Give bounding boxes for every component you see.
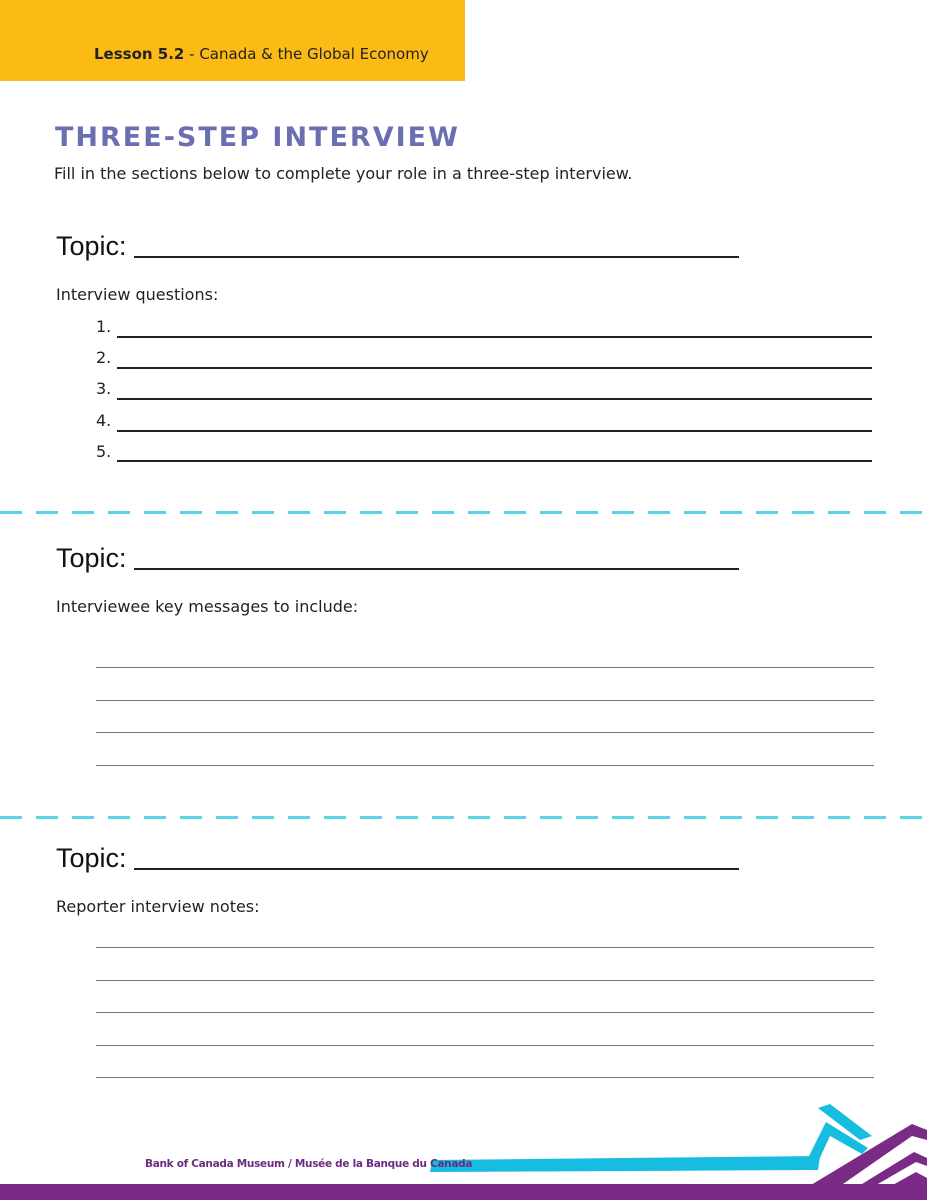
section-label: Reporter interview notes: <box>56 897 260 916</box>
writing-line[interactable] <box>96 667 874 668</box>
section-label: Interviewee key messages to include: <box>56 597 359 616</box>
page-title: THREE-STEP INTERVIEW <box>55 122 460 153</box>
topic-line[interactable] <box>134 568 739 570</box>
question-number: 1. <box>96 317 112 336</box>
topic-line[interactable] <box>134 868 739 870</box>
topic-label: Topic: <box>56 543 127 573</box>
topic-label: Topic: <box>56 843 127 873</box>
writing-line[interactable] <box>96 947 874 948</box>
section-divider <box>0 816 927 819</box>
writing-line[interactable] <box>96 732 874 733</box>
topic-label: Topic: <box>56 231 127 261</box>
question-line[interactable] <box>117 460 872 462</box>
writing-line[interactable] <box>96 1045 874 1046</box>
writing-line[interactable] <box>96 1012 874 1013</box>
footer-graphic <box>0 1100 927 1200</box>
question-number: 2. <box>96 348 112 367</box>
section-label: Interview questions: <box>56 285 219 304</box>
topic-line[interactable] <box>134 256 739 258</box>
question-number: 5. <box>96 442 112 461</box>
question-line[interactable] <box>117 367 872 369</box>
writing-line[interactable] <box>96 980 874 981</box>
footer-museum-name: Bank of Canada Museum / Musée de la Banque du Canada <box>145 1158 473 1170</box>
lesson-number: Lesson 5.2 <box>94 45 185 63</box>
question-line[interactable] <box>117 398 872 400</box>
header-band <box>0 0 465 81</box>
lesson-header <box>94 45 429 63</box>
question-number: 4. <box>96 411 112 430</box>
question-number: 3. <box>96 379 112 398</box>
writing-line[interactable] <box>96 1077 874 1078</box>
lesson-course: Canada & the Global Economy <box>199 45 429 63</box>
writing-line[interactable] <box>96 765 874 766</box>
page-subtitle: Fill in the sections below to complete your role in a three-step interview. <box>54 164 633 183</box>
question-line[interactable] <box>117 430 872 432</box>
question-line[interactable] <box>117 336 872 338</box>
section-divider <box>0 511 927 514</box>
header-separator: - <box>184 45 200 63</box>
writing-line[interactable] <box>96 700 874 701</box>
